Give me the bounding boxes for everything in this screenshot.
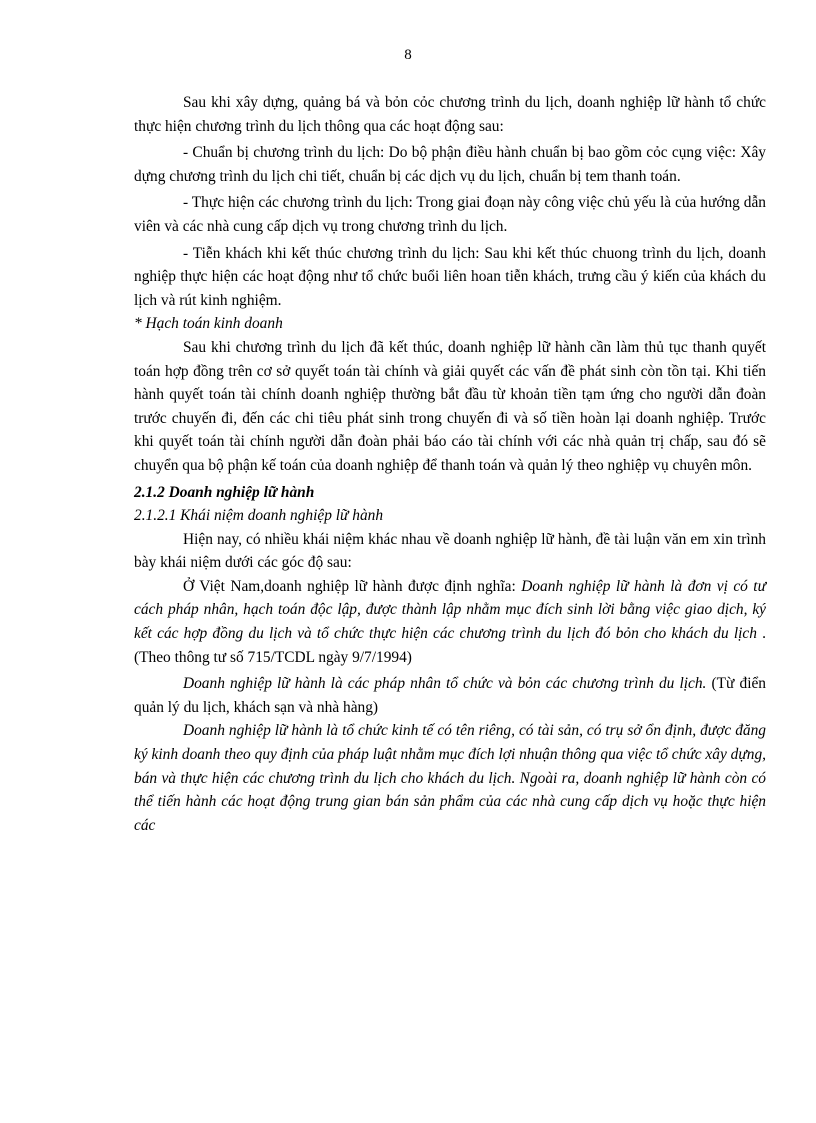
- paragraph-accounting: Sau khi chương trình du lịch đã kết thúc, doanh nghiệp lữ hành cần làm thủ tục thanh quyết toán hợp đồng trên cơ sở quyết toán tài chính và giải quyết các vấn đề phát sinh còn tồn tại. Khi tiến hành quyết toán tài chính doanh nghiệp thường bắt đầu từ khoản tiền tạm ứng cho người dẫn đoàn trước chuyến đi, đến các chi tiêu phát sinh trong chuyến đi và số tiền hoàn lại doanh nghiệp. Trước khi quyết toán tài chính người dẫn đoàn phải báo cáo tài chính với các nhà quản trị chấp, sau đó sẽ chuyển qua bộ phận kế toán của doanh nghiệp để thanh toán và quản lý theo nghiệp vụ chuyên môn.: [134, 338, 766, 474]
- paragraph-prepare: - Chuẩn bị chương trình du lịch: Do bộ phận điều hành chuẩn bị bao gồm cỏc cụng việc: Xây dựng chương trình du lịch chi tiết, chuẩn bị các dịch vụ du lịch, chuẩn bị tem thanh toán.: [134, 144, 766, 185]
- definition-source: .(Theo thông tư số 715/TCDL ngày 9/7/1994): [134, 625, 766, 666]
- heading-2-1-2: 2.1.2 Doanh nghiệp lữ hành: [134, 483, 315, 501]
- paragraph-concepts: Hiện nay, có nhiều khái niệm khác nhau về doanh nghiệp lữ hành, đề tài luận văn em xin trình bày khái niệm dưới các góc độ sau:: [134, 530, 766, 572]
- page-number: 8: [404, 47, 412, 63]
- paragraph-intro: Sau khi xây dựng, quảng bá và bỏn cỏc chương trình du lịch, doanh nghiệp lữ hành tổ chức thực hiện chương trình du lịch thông qua các hoạt động sau:: [134, 94, 766, 135]
- definition-quote: Doanh nghiệp lữ hành là đơn vị có tư cách pháp nhân, hạch toán độc lập, được thành lập nhằm mục đích sinh lời bằng việc giao dịch, ký kết các hợp đồng du lịch và tổ chức thực hiện các chương trình du lịch đó bỏn cho khách du lịch: [134, 577, 766, 643]
- document-body: [134, 91, 766, 837]
- heading-2-1-2-1: 2.1.2.1 Khái niệm doanh nghiệp lữ hành: [134, 507, 384, 525]
- paragraph-vietnam-definition: [134, 575, 766, 669]
- paragraph-farewell: - Tiễn khách khi kết thúc chương trình du lịch: Sau khi kết thúc chuong trình du lịch, doanh nghiệp thực hiện các hoạt động như tổ chức buổi liên hoan tiễn khách, trưng cầu ý kiến của khách du lịch và rút kinh nghiệm.: [134, 244, 766, 309]
- dictionary-source: (Từ điển quản lý du lịch, khách sạn và nhà hàng): [134, 675, 766, 716]
- heading-accounting: * Hạch toán kinh doanh: [134, 315, 283, 333]
- paragraph-implement: - Thực hiện các chương trình du lịch: Trong giai đoạn này công việc chủ yếu là của hướng dẫn viên và các nhà cung cấp dịch vụ trong chương trình du lịch.: [134, 194, 766, 235]
- definition-lead: Ở Việt Nam,doanh nghiệp lữ hành được định nghĩa:: [183, 577, 522, 595]
- paragraph-economic-definition: Doanh nghiệp lữ hành là tổ chức kinh tế có tên riêng, có tài sản, có trụ sở ổn định, được đăng ký kinh doanh theo quy định của pháp luật nhằm mục đích lợi nhuận thông qua việc tổ chức xây dựng, bán và thực hiện các chương trình du lịch cho khách du lịch. Ngoài ra, doanh nghiệp lữ hành còn có thể tiến hành các hoạt động trung gian bán sản phẩm của các nhà cung cấp dịch vụ hoặc thực hiện các: [134, 722, 766, 834]
- paragraph-dictionary-definition: [134, 672, 766, 719]
- dictionary-quote: Doanh nghiệp lữ hành là các pháp nhân tổ chức và bỏn các chương trình du lịch.: [183, 675, 707, 693]
